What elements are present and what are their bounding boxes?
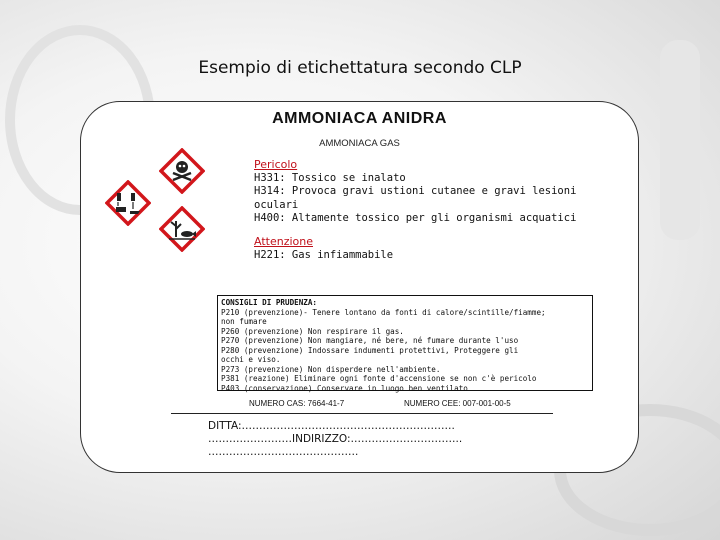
hazard-statement: H331: Tossico se inalato — [254, 171, 406, 184]
environment-icon — [159, 206, 205, 252]
hazard-statement: H221: Gas infiammabile — [254, 248, 394, 261]
cee-number: NUMERO CEE: 007-001-00-5 — [404, 399, 511, 408]
signal-word-warning: Attenzione — [254, 235, 313, 248]
precaution-line: P381 (reazione) Eliminare ogni fonte d'accensione se non c'è pericolo — [221, 374, 537, 383]
cas-number: NUMERO CAS: 7664-41-7 — [249, 399, 345, 408]
precautionary-statements — [217, 295, 593, 391]
slide-title: Esempio di etichettatura secondo CLP — [198, 58, 522, 78]
precautions-heading: CONSIGLI DI PRUDENZA: — [221, 298, 318, 307]
precaution-line: P280 (prevenzione) Indossare indumenti protettivi, Proteggere gli — [221, 345, 519, 355]
ghs-pictograms — [101, 148, 221, 258]
hazard-label — [80, 101, 639, 473]
divider — [171, 413, 553, 414]
precaution-line: P210 (prevenzione)- Tenere lontano da fonti di calore/scintille/fiamme; — [221, 307, 546, 317]
danger-statements — [254, 158, 624, 226]
precaution-line: P260 (prevenzione) Non respirare il gas. — [221, 326, 404, 336]
company-line: DITTA:……………………………………………………. — [208, 420, 455, 432]
precaution-line: P403 (conservazione) Conservare in luogo ben ventilato — [221, 383, 468, 393]
company-info — [208, 420, 628, 459]
signal-word-danger: Pericolo — [254, 158, 298, 171]
warning-statements — [254, 235, 624, 262]
skull-crossbones-icon — [159, 148, 205, 194]
hazard-statement: H314: Provoca gravi ustioni cutanee e gravi lesioni — [254, 185, 577, 197]
company-line: ……………………………………. — [208, 446, 359, 458]
precaution-line: occhi e viso. — [221, 355, 281, 364]
hazard-statement: H400: Altamente tossico per gli organismi acquatici — [254, 212, 577, 224]
product-name: AMMONIACA ANIDRA — [272, 110, 447, 127]
precaution-line: P273 (prevenzione) Non disperdere nell'ambiente. — [221, 364, 441, 374]
precaution-line: P270 (prevenzione) Non mangiare, né bere, né fumare durante l'uso — [221, 336, 519, 345]
precaution-line: non fumare — [221, 317, 267, 326]
company-line: ……………………INDIRIZZO:………………………….. — [208, 433, 463, 445]
corrosion-icon — [105, 180, 151, 226]
product-subtitle: AMMONIACA GAS — [319, 138, 400, 149]
hazard-statement: oculari — [254, 198, 299, 211]
